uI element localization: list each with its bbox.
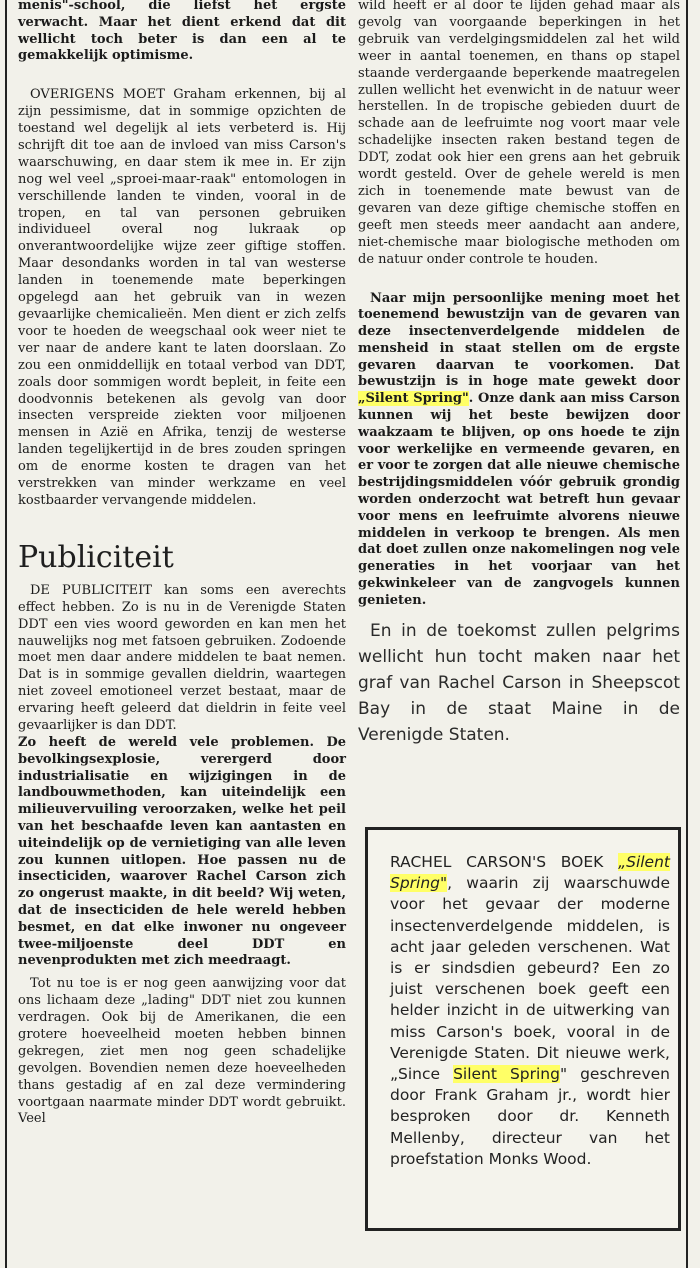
opinion-text-before: Naar mijn persoonlijke mening moet het toenemend bewustzijn van de gevaren van deze insectenverdelgende middelen de mensheid in staat stellen om de ergste gevaren daarvan te voorkomen. Dat bewustzijn is in hoge mate gewekt door xyxy=(358,290,680,390)
opinion-text-after: . Onze dank aan miss Carson kunnen wij het beste bewijzen door waakzaam te blijven, op ons hoede te zijn voor werkelijke en vermeende gevaren, en er voor te zorgen dat alle nieuwe chemische bestrijdingsmiddelen vóór gebruik grondig worden onderzocht wat betreft hun gevaar voor mens en leefruimte alvorens nieuwe middelen in verkoop te brengen. Als men dat doet zullen onze nakomelingen nog vele generaties in het voorjaar van het gekwinkeleer van de zangvogels kunnen genieten. xyxy=(358,391,681,608)
intro-bold-paragraph: menis"-school, die liefst het ergste verwacht. Maar het dient erkend dat dit wellicht toch beter is dan een al te gemakkelijk optimisme. xyxy=(18,0,346,64)
box-text-2: " geschreven door Frank Graham jr., wordt hier besproken door dr. Kenneth Mellenby, directeur van het proefstation Monks Wood. xyxy=(390,1065,670,1168)
pilgrims-paragraph: En in de toekomst zullen pelgrims wellicht hun tocht maken naar het graf van Rachel Carson in Sheepscot Bay in de staat Maine in de Verenigde Staten. xyxy=(358,620,680,745)
left-column xyxy=(18,0,346,1128)
box-text-1: , waarin zij waarschuwde voor het gevaar der moderne insectenverdelgende middelen, is acht jaar geleden verschenen. Wat is er sindsdien gebeurd? Een zo juist verschenen boek geeft een helder inzicht in de uitwerking van miss Carson's boek, vooral in de Verenigde Staten. Dit nieuwe werk, „Since xyxy=(390,874,670,1084)
box-heading: RACHEL CARSON'S BOEK xyxy=(390,853,604,871)
silent-spring-highlight: „Silent Spring" xyxy=(358,391,469,407)
box-silent-spring-highlight-2: Silent Spring xyxy=(453,1065,560,1084)
right-column-rule xyxy=(686,0,688,1268)
problems-bold-paragraph: Zo heeft de wereld vele problemen. De bevolkingsexplosie, verergerd door industrialisatie en wijzigingen in de landbouwmethoden, kan uiteindelijk een milieuvervuiling veroorzaken, welke het peil van het beschaafde leven kan aantasten en uiteindelijk op de vernietiging van alle leven zou kunnen uitlopen. Hoe passen nu de insecticiden, waarover Rachel Carson zich zo ongerust maakte, in dit beeld? Wij weten, dat de insecticiden de hele wereld hebben besmet, en dat elke inwoner nu ongeveer twee-miljoenste deel DDT en nevenprodukten met zich meedraagt. xyxy=(18,735,346,969)
lading-paragraph: Tot nu toe is er nog geen aanwijzing voor dat ons lichaam deze „lading" DDT niet zou kunnen verdragen. Ook bij de Amerikanen, die een grotere hoeveelheid moeten hebben binnen gekregen, ziet men nog geen schadelijke gevolgen. Bovendien nemen deze hoeveelheden thans gestadig af en zal deze vermindering voortgaan naarmate minder DDT wordt gebruikt. Veel xyxy=(18,976,346,1127)
summary-box-text xyxy=(390,852,670,1170)
overigens-paragraph: OVERIGENS MOET Graham erkennen, bij al zijn pessimisme, dat in sommige opzichten de toestand wel degelijk al iets verbeterd is. Hij schrijft dit toe aan de invloed van miss Carson's waarschuwing, en daar stem ik mee in. Er zijn nog wel veel „sproei-maar-raak" entomologen in verschillende landen te vinden, vooral in de tropen, en tal van personen gebruiken individueel overal nog lukraak op onverantwoordelijke wijze zeer giftige stoffen. Maar desondanks worden in tal van westerse landen in toenemende mate beperkingen opgelegd aan het gebruik van in wezen gevaarlijke chemicalieën. Men dient er zich zelfs voor te hoeden de weegschaal ook weer niet te ver naar de andere kant te laten doorslaan. Zo zou een onmiddellijk en totaal verbod van DDT, zoals door sommigen wordt bepleit, in feite een doodvonnis betekenen als gevolg van door insecten verspreide ziekten voor miljoenen mensen in Azië en Afrika, tenzij de westerse landen tegelijkertijd in de bres zouden springen om de enorme kosten te dragen van het verstrekken van minder werkzame en veel kostbaarder vervangende middelen. xyxy=(18,87,346,508)
left-column-rule xyxy=(5,0,7,1268)
wild-paragraph: wild heeft er al door te lijden gehad maar als gevolg van voorgaande beperkingen in het gebruik van verdelgingsmiddelen zal het wild weer in aantal toenemen, en thans op stapel staande verdergaande beperkende maatregelen zullen wellicht het evenwicht in de natuur weer herstellen. In de tropische gebieden duurt de schade aan de leefruimte nog voort maar vele schadelijke insecten raken bestand tegen de DDT, zodat ook hier een grens aan het gebruik wordt gesteld. Over de gehele wereld is men zich in toenemende mate bewust van de gevaren van deze giftige chemische stoffen en geeft men steeds meer aandacht aan andere, niet-chemische maar biologische methoden om de natuur onder controle te houden. xyxy=(358,0,680,267)
summary-box xyxy=(365,827,681,1231)
section-heading: Publiciteit xyxy=(18,539,174,575)
publiciteit-paragraph: DE PUBLICITEIT kan soms een averechts effect hebben. Zo is nu in de Verenigde Staten DDT een vies woord geworden en kan men het nauwelijks nog met fatsoen gebruiken. Zodoende moet men daar andere middelen te baat nemen. Dat is in sommige gevallen dieldrin, waartegen niet zoveel emotioneel verzet bestaat, maar de ervaring heeft geleerd dat dieldrin in feite veel gevaarlijker is dan DDT. xyxy=(18,582,346,734)
box-silent-spring-highlight: „Silent Spring" xyxy=(390,853,670,893)
right-column xyxy=(358,0,680,748)
opinion-bold-paragraph xyxy=(358,291,680,610)
